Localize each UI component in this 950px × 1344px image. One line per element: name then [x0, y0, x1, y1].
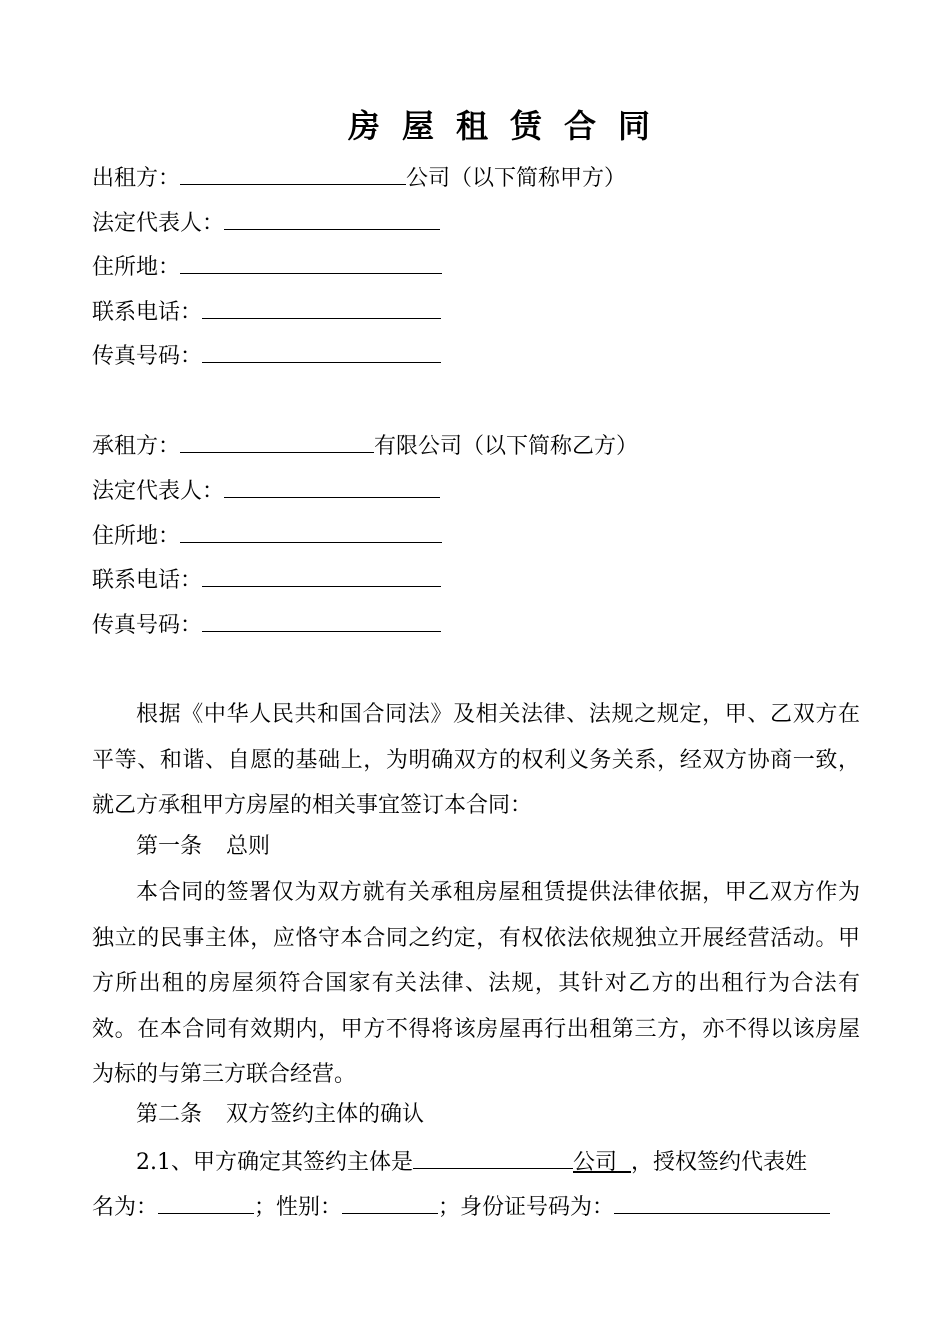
signer-id-blank[interactable] [614, 1191, 830, 1214]
lessor-address-blank[interactable] [180, 251, 442, 274]
lessor-phone-line [92, 296, 441, 328]
lessor-phone-label: 联系电话： [92, 300, 203, 325]
clause-2-1-after-company: ，授权签约代表姓 [631, 1150, 808, 1175]
lessee-address-line [92, 520, 442, 552]
article-2-title: 双方签约主体的确认 [226, 1102, 425, 1127]
lessor-name-line [92, 162, 626, 194]
article-2-number: 第二条 [136, 1102, 203, 1127]
lessee-phone-label: 联系电话： [92, 568, 203, 593]
lessee-address-blank[interactable] [180, 520, 442, 543]
article-2-heading [136, 1100, 424, 1130]
lessor-rep-label: 法定代表人： [92, 211, 225, 236]
article-1-title: 总则 [226, 834, 271, 859]
lessor-rep-line [92, 207, 440, 239]
lessor-name-label: 出租方： [92, 166, 181, 191]
lessee-rep-blank[interactable] [224, 475, 440, 498]
clause-2-1-line-1 [136, 1146, 807, 1178]
lessor-address-label: 住所地： [92, 255, 181, 280]
clause-2-1-company-blank[interactable] [413, 1146, 573, 1169]
lessee-fax-blank[interactable] [202, 609, 441, 632]
lessor-fax-blank[interactable] [202, 340, 441, 363]
clause-2-1-gender-label: ；性别： [254, 1195, 343, 1220]
lessee-name-label: 承租方： [92, 434, 181, 459]
lessor-address-line [92, 251, 442, 283]
lessee-fax-label: 传真号码： [92, 613, 203, 638]
preamble-paragraph: 根据《中华人民共和国合同法》及相关法律、法规之规定，甲、乙双方在平等、和谐、自愿的基础上，为明确双方的权利义务关系，经双方协商一致，就乙方承租甲方房屋的相关事宜签订本合同： [92, 702, 860, 818]
signer-gender-blank[interactable] [342, 1191, 438, 1214]
clause-2-1-prefix: 2.1、甲方确定其签约主体是 [136, 1150, 413, 1175]
lessee-name-suffix: 有限公司（以下简称乙方） [374, 434, 639, 459]
lessee-phone-blank[interactable] [202, 564, 441, 587]
clause-2-1-line-2 [92, 1191, 830, 1223]
clause-2-1-company: 公司 [573, 1150, 618, 1175]
article-1-body: 本合同的签署仅为双方就有关承租房屋租赁提供法律依据，甲乙双方作为独立的民事主体，应恪守本合同之约定，有权依法依规独立开展经营活动。甲方所出租的房屋须符合国家有关法律、法规，其针对乙方的出租行为合法有效。在本合同有效期内，甲方不得将该房屋再行出租第三方，亦不得以该房屋为标的与第三方联合经营。 [92, 880, 860, 1087]
lessor-name-blank[interactable] [180, 162, 406, 185]
clause-2-1-id-label: ；身份证号码为： [438, 1195, 615, 1220]
article-1-heading [136, 832, 270, 862]
lessor-name-suffix: 公司（以下简称甲方） [406, 166, 627, 191]
signer-name-blank[interactable] [158, 1191, 254, 1214]
lessee-fax-line [92, 609, 441, 641]
lessee-address-label: 住所地： [92, 524, 181, 549]
lessee-rep-line [92, 475, 440, 507]
lessee-name-blank[interactable] [180, 430, 374, 453]
lessee-name-line [92, 430, 638, 462]
lessor-phone-blank[interactable] [202, 296, 441, 319]
lessor-fax-line [92, 340, 441, 372]
contract-title: 房屋租赁合同 [347, 107, 672, 145]
lessor-fax-label: 传真号码： [92, 344, 203, 369]
lessee-rep-label: 法定代表人： [92, 479, 225, 504]
clause-2-1-name-label: 名为： [92, 1195, 159, 1220]
article-1-number: 第一条 [136, 834, 203, 859]
lessor-rep-blank[interactable] [224, 207, 440, 230]
lessee-phone-line [92, 564, 441, 596]
